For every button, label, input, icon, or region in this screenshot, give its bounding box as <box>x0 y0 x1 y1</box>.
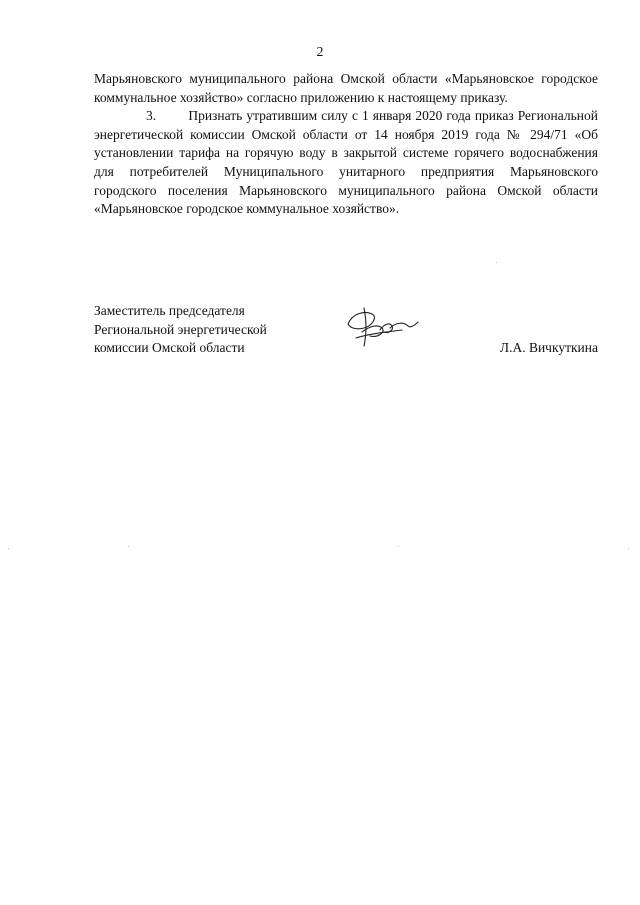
scan-speck <box>496 262 497 263</box>
signer-title-line-1: Заместитель председателя <box>94 303 245 318</box>
handwritten-signature-image <box>342 302 422 352</box>
paragraph-continuation: Марьяновского муниципального района Омской области «Марьяновское городское коммунальное хозяйство» согласно приложению к настоящему приказу. <box>94 71 598 105</box>
scan-speck <box>628 548 629 549</box>
document-body <box>94 70 598 219</box>
scan-speck <box>398 546 399 547</box>
signature-block <box>94 302 598 358</box>
paragraph-3 <box>94 107 598 219</box>
paragraph-3-text: Признать утратившим силу с 1 января 2020 года приказ Региональной энергетической комиссии Омской области от 14 ноября 2019 года № 294/71 «Об установлении тарифа на горячую воду в закрытой системе горячего водоснабжения для потребителей Муниципального унитарного предприятия Марьяновского городского поселения Марьяновского муниципального района Омской области «Марьяновское городское коммунальное хозяйство». <box>94 108 598 217</box>
signer-title-line-3: комиссии Омской области <box>94 340 245 356</box>
paragraph-3-number: 3. <box>146 108 157 124</box>
signer-name: Л.А. Вичкуткина <box>499 340 598 355</box>
scan-speck <box>8 548 9 549</box>
page-number: 2 <box>316 44 324 59</box>
scan-speck <box>128 546 129 547</box>
signer-title-line-2: Региональной энергетической <box>94 321 267 337</box>
